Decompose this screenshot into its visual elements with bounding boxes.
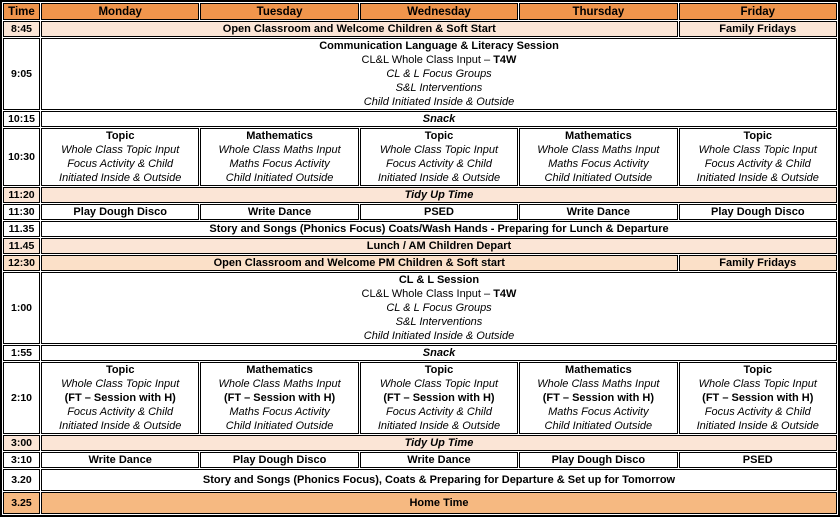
schedule-text: Whole Class Maths Input — [218, 378, 341, 390]
schedule-line — [522, 391, 674, 405]
schedule-text: Maths Focus Activity — [229, 406, 330, 418]
schedule-line — [44, 112, 834, 126]
schedule-text: Mathematics — [565, 130, 632, 142]
schedule-cell — [41, 452, 199, 468]
schedule-text: Topic — [743, 364, 773, 376]
schedule-text: Lunch / AM Children Depart — [366, 240, 512, 252]
timetable-row — [3, 492, 837, 514]
time-column-header: Time — [3, 3, 40, 20]
schedule-line — [44, 391, 196, 405]
schedule-line — [203, 205, 355, 219]
schedule-cell — [679, 21, 837, 37]
schedule-text: Topic — [105, 130, 135, 142]
schedule-line — [44, 81, 834, 95]
schedule-cell — [41, 187, 837, 203]
time-cell: 2:10 — [3, 362, 40, 434]
schedule-line — [522, 419, 674, 433]
day-header-friday: Friday — [679, 3, 837, 20]
schedule-line — [363, 157, 515, 171]
schedule-line — [522, 157, 674, 171]
schedule-line — [363, 143, 515, 157]
schedule-line — [363, 363, 515, 377]
schedule-line — [682, 377, 834, 391]
schedule-text: S&L Interventions — [395, 82, 483, 94]
schedule-cell — [200, 204, 358, 220]
schedule-cell — [679, 452, 837, 468]
schedule-line — [363, 405, 515, 419]
timetable-row — [3, 187, 837, 203]
schedule-text: Maths Focus Activity — [548, 406, 649, 418]
schedule-line — [682, 419, 834, 433]
schedule-text: Initiated Inside & Outside — [696, 172, 819, 184]
schedule-text: Open Classroom and Welcome PM Children & Soft start — [213, 257, 505, 269]
schedule-text: Focus Activity & Child — [704, 158, 811, 170]
schedule-text: Maths Focus Activity — [548, 158, 649, 170]
schedule-text: Topic — [424, 364, 454, 376]
schedule-text: Mathematics — [565, 364, 632, 376]
schedule-line — [44, 256, 675, 270]
timetable-header — [3, 3, 837, 20]
schedule-text: Initiated Inside & Outside — [377, 172, 501, 184]
schedule-text: T4W — [493, 54, 517, 66]
schedule-text: Play Dough Disco — [711, 206, 805, 218]
schedule-line — [44, 363, 196, 377]
time-cell: 3:00 — [3, 435, 40, 451]
schedule-text: Tidy Up Time — [404, 189, 474, 201]
schedule-text: Snack — [422, 113, 456, 125]
schedule-cell — [41, 111, 837, 127]
schedule-line — [44, 287, 834, 301]
schedule-cell — [41, 255, 678, 271]
schedule-text: Whole Class Topic Input — [698, 378, 817, 390]
timetable-row — [3, 238, 837, 254]
schedule-text: Tidy Up Time — [404, 437, 474, 449]
timetable-row — [3, 469, 837, 491]
schedule-text: Topic — [424, 130, 454, 142]
timetable-row — [3, 128, 837, 186]
time-cell: 10:15 — [3, 111, 40, 127]
schedule-line — [44, 222, 834, 236]
schedule-line — [682, 22, 834, 36]
schedule-cell — [679, 128, 837, 186]
schedule-cell — [200, 452, 358, 468]
schedule-text: S&L Interventions — [395, 316, 483, 328]
schedule-text: (FT – Session with H) — [383, 392, 495, 404]
schedule-cell — [41, 362, 199, 434]
schedule-line — [203, 405, 355, 419]
schedule-text: Snack — [422, 347, 456, 359]
schedule-line — [44, 53, 834, 67]
schedule-text: Focus Activity & Child — [704, 406, 811, 418]
schedule-cell — [200, 128, 358, 186]
schedule-text: Whole Class Topic Input — [379, 144, 499, 156]
schedule-line — [44, 329, 834, 343]
schedule-text: Initiated Inside & Outside — [377, 420, 501, 432]
schedule-text: Topic — [743, 130, 773, 142]
schedule-cell — [519, 128, 677, 186]
schedule-line — [44, 157, 196, 171]
time-cell: 1:55 — [3, 345, 40, 361]
schedule-line — [44, 315, 834, 329]
schedule-text: (FT – Session with H) — [223, 392, 336, 404]
schedule-cell — [41, 469, 837, 491]
schedule-line — [682, 363, 834, 377]
schedule-cell — [41, 272, 837, 344]
time-cell: 11:30 — [3, 204, 40, 220]
schedule-text: Child Initiated Outside — [544, 420, 653, 432]
schedule-line — [44, 67, 834, 81]
schedule-line — [522, 377, 674, 391]
schedule-text: T4W — [493, 288, 517, 300]
schedule-line — [522, 453, 674, 467]
timetable-row — [3, 21, 837, 37]
schedule-cell — [519, 204, 677, 220]
schedule-cell — [360, 128, 518, 186]
schedule-line — [682, 129, 834, 143]
schedule-text: Write Dance — [88, 454, 152, 466]
schedule-line — [522, 171, 674, 185]
schedule-line — [363, 129, 515, 143]
schedule-cell — [360, 362, 518, 434]
time-cell: 9:05 — [3, 38, 40, 110]
day-header-tuesday: Tuesday — [200, 3, 358, 20]
schedule-cell — [41, 38, 837, 110]
timetable-row — [3, 362, 837, 434]
schedule-text: Whole Class Topic Input — [61, 378, 180, 390]
schedule-text: Family Fridays — [719, 257, 797, 269]
schedule-line — [44, 301, 834, 315]
schedule-text: (FT – Session with H) — [64, 392, 176, 404]
schedule-cell — [360, 204, 518, 220]
schedule-cell — [200, 362, 358, 434]
schedule-cell — [41, 21, 678, 37]
schedule-text: (FT – Session with H) — [702, 392, 814, 404]
schedule-cell — [41, 204, 199, 220]
schedule-text: Focus Activity & Child — [385, 406, 492, 418]
schedule-line — [682, 453, 834, 467]
schedule-text: Write Dance — [407, 454, 471, 466]
schedule-text: (FT – Session with H) — [542, 392, 654, 404]
schedule-line — [44, 205, 196, 219]
schedule-text: Child Initiated Outside — [225, 172, 334, 184]
timetable-row — [3, 345, 837, 361]
schedule-line — [44, 239, 834, 253]
schedule-line — [203, 391, 355, 405]
schedule-line — [682, 143, 834, 157]
schedule-cell — [679, 362, 837, 434]
schedule-text: Focus Activity & Child — [67, 406, 174, 418]
schedule-line — [44, 95, 834, 109]
timetable-body — [3, 21, 837, 514]
schedule-text: Whole Class Maths Input — [537, 378, 660, 390]
schedule-text: Play Dough Disco — [73, 206, 167, 218]
timetable-row — [3, 111, 837, 127]
schedule-line — [44, 39, 834, 53]
schedule-text: Communication Language & Literacy Session — [319, 40, 559, 52]
timetable-row — [3, 272, 837, 344]
schedule-line — [44, 405, 196, 419]
schedule-line — [44, 129, 196, 143]
schedule-line — [363, 391, 515, 405]
schedule-line — [522, 405, 674, 419]
schedule-line — [682, 391, 834, 405]
schedule-text: Initiated Inside & Outside — [59, 420, 182, 432]
schedule-text: CL & L Session — [398, 274, 480, 286]
schedule-line — [203, 377, 355, 391]
schedule-cell — [679, 204, 837, 220]
time-cell: 11:20 — [3, 187, 40, 203]
schedule-text: CL & L Focus Groups — [386, 302, 492, 314]
schedule-line — [682, 405, 834, 419]
schedule-line — [522, 143, 674, 157]
schedule-text: Child Initiated Inside & Outside — [363, 96, 515, 108]
schedule-text: Topic — [105, 364, 135, 376]
schedule-line — [203, 363, 355, 377]
schedule-cell — [41, 128, 199, 186]
schedule-line — [522, 363, 674, 377]
time-cell: 1:00 — [3, 272, 40, 344]
schedule-text: Whole Class Topic Input — [379, 378, 499, 390]
schedule-line — [682, 256, 834, 270]
day-header-monday: Monday — [41, 3, 199, 20]
schedule-cell — [41, 345, 837, 361]
schedule-line — [44, 22, 675, 36]
day-header-wednesday: Wednesday — [360, 3, 518, 20]
schedule-text: Family Fridays — [719, 23, 797, 35]
schedule-line — [44, 273, 834, 287]
schedule-text: Child Initiated Outside — [225, 420, 334, 432]
time-cell: 12:30 — [3, 255, 40, 271]
schedule-text: Whole Class Topic Input — [61, 144, 180, 156]
schedule-line — [203, 129, 355, 143]
schedule-line — [363, 377, 515, 391]
schedule-text: CL & L Focus Groups — [386, 68, 492, 80]
schedule-line — [44, 377, 196, 391]
day-header-thursday: Thursday — [519, 3, 677, 20]
schedule-line — [44, 419, 196, 433]
schedule-text: Focus Activity & Child — [385, 158, 492, 170]
timetable-row — [3, 38, 837, 110]
schedule-cell — [679, 255, 837, 271]
schedule-line — [44, 453, 196, 467]
schedule-text: Whole Class Topic Input — [698, 144, 817, 156]
time-cell: 10:30 — [3, 128, 40, 186]
schedule-line — [44, 473, 834, 487]
timetable-row — [3, 255, 837, 271]
schedule-line — [363, 453, 515, 467]
schedule-cell — [41, 492, 837, 514]
schedule-line — [44, 188, 834, 202]
schedule-line — [203, 419, 355, 433]
schedule-line — [44, 346, 834, 360]
schedule-cell — [519, 452, 677, 468]
schedule-cell — [360, 452, 518, 468]
schedule-text: Initiated Inside & Outside — [696, 420, 819, 432]
schedule-text: Write Dance — [566, 206, 631, 218]
schedule-text: Open Classroom and Welcome Children & Soft Start — [222, 23, 496, 35]
schedule-text: PSED — [742, 454, 773, 466]
time-cell: 3.20 — [3, 469, 40, 491]
schedule-line — [44, 171, 196, 185]
schedule-line — [363, 205, 515, 219]
schedule-text: Maths Focus Activity — [229, 158, 330, 170]
timetable-row — [3, 221, 837, 237]
time-cell: 11.45 — [3, 238, 40, 254]
schedule-text: Story and Songs (Phonics Focus), Coats & Preparing for Departure & Set up for Tomorrow — [202, 474, 676, 486]
schedule-text: Focus Activity & Child — [67, 158, 174, 170]
schedule-line — [522, 205, 674, 219]
schedule-line — [203, 157, 355, 171]
schedule-text: Home Time — [409, 497, 469, 509]
schedule-line — [682, 157, 834, 171]
schedule-text: Mathematics — [246, 364, 313, 376]
schedule-cell — [519, 362, 677, 434]
timetable-row — [3, 452, 837, 468]
schedule-line — [203, 143, 355, 157]
schedule-text: Child Initiated Inside & Outside — [363, 330, 515, 342]
schedule-line — [44, 143, 196, 157]
schedule-line — [203, 453, 355, 467]
schedule-text: Whole Class Maths Input — [537, 144, 660, 156]
schedule-line — [363, 171, 515, 185]
schedule-cell — [41, 221, 837, 237]
schedule-line — [203, 171, 355, 185]
schedule-line — [363, 419, 515, 433]
schedule-text: Whole Class Maths Input — [218, 144, 341, 156]
schedule-text: Story and Songs (Phonics Focus) Coats/Wash Hands - Preparing for Lunch & Departure — [209, 223, 669, 235]
timetable-row — [3, 204, 837, 220]
timetable-row — [3, 435, 837, 451]
schedule-text: Mathematics — [246, 130, 313, 142]
schedule-text: Initiated Inside & Outside — [59, 172, 182, 184]
header-row — [3, 3, 837, 20]
schedule-text: PSED — [423, 206, 454, 218]
time-cell: 11.35 — [3, 221, 40, 237]
time-cell: 3.25 — [3, 492, 40, 514]
schedule-cell — [41, 238, 837, 254]
schedule-line — [44, 496, 834, 510]
time-cell: 8:45 — [3, 21, 40, 37]
schedule-text: Child Initiated Outside — [544, 172, 653, 184]
schedule-text: Write Dance — [247, 206, 312, 218]
schedule-line — [682, 171, 834, 185]
schedule-line — [44, 436, 834, 450]
schedule-line — [682, 205, 834, 219]
schedule-text: CL&L Whole Class Input – — [361, 288, 494, 300]
schedule-text: Play Dough Disco — [551, 454, 646, 466]
time-cell: 3:10 — [3, 452, 40, 468]
schedule-text: Play Dough Disco — [232, 454, 327, 466]
schedule-line — [522, 129, 674, 143]
schedule-cell — [41, 435, 837, 451]
schedule-text: CL&L Whole Class Input – — [361, 54, 494, 66]
